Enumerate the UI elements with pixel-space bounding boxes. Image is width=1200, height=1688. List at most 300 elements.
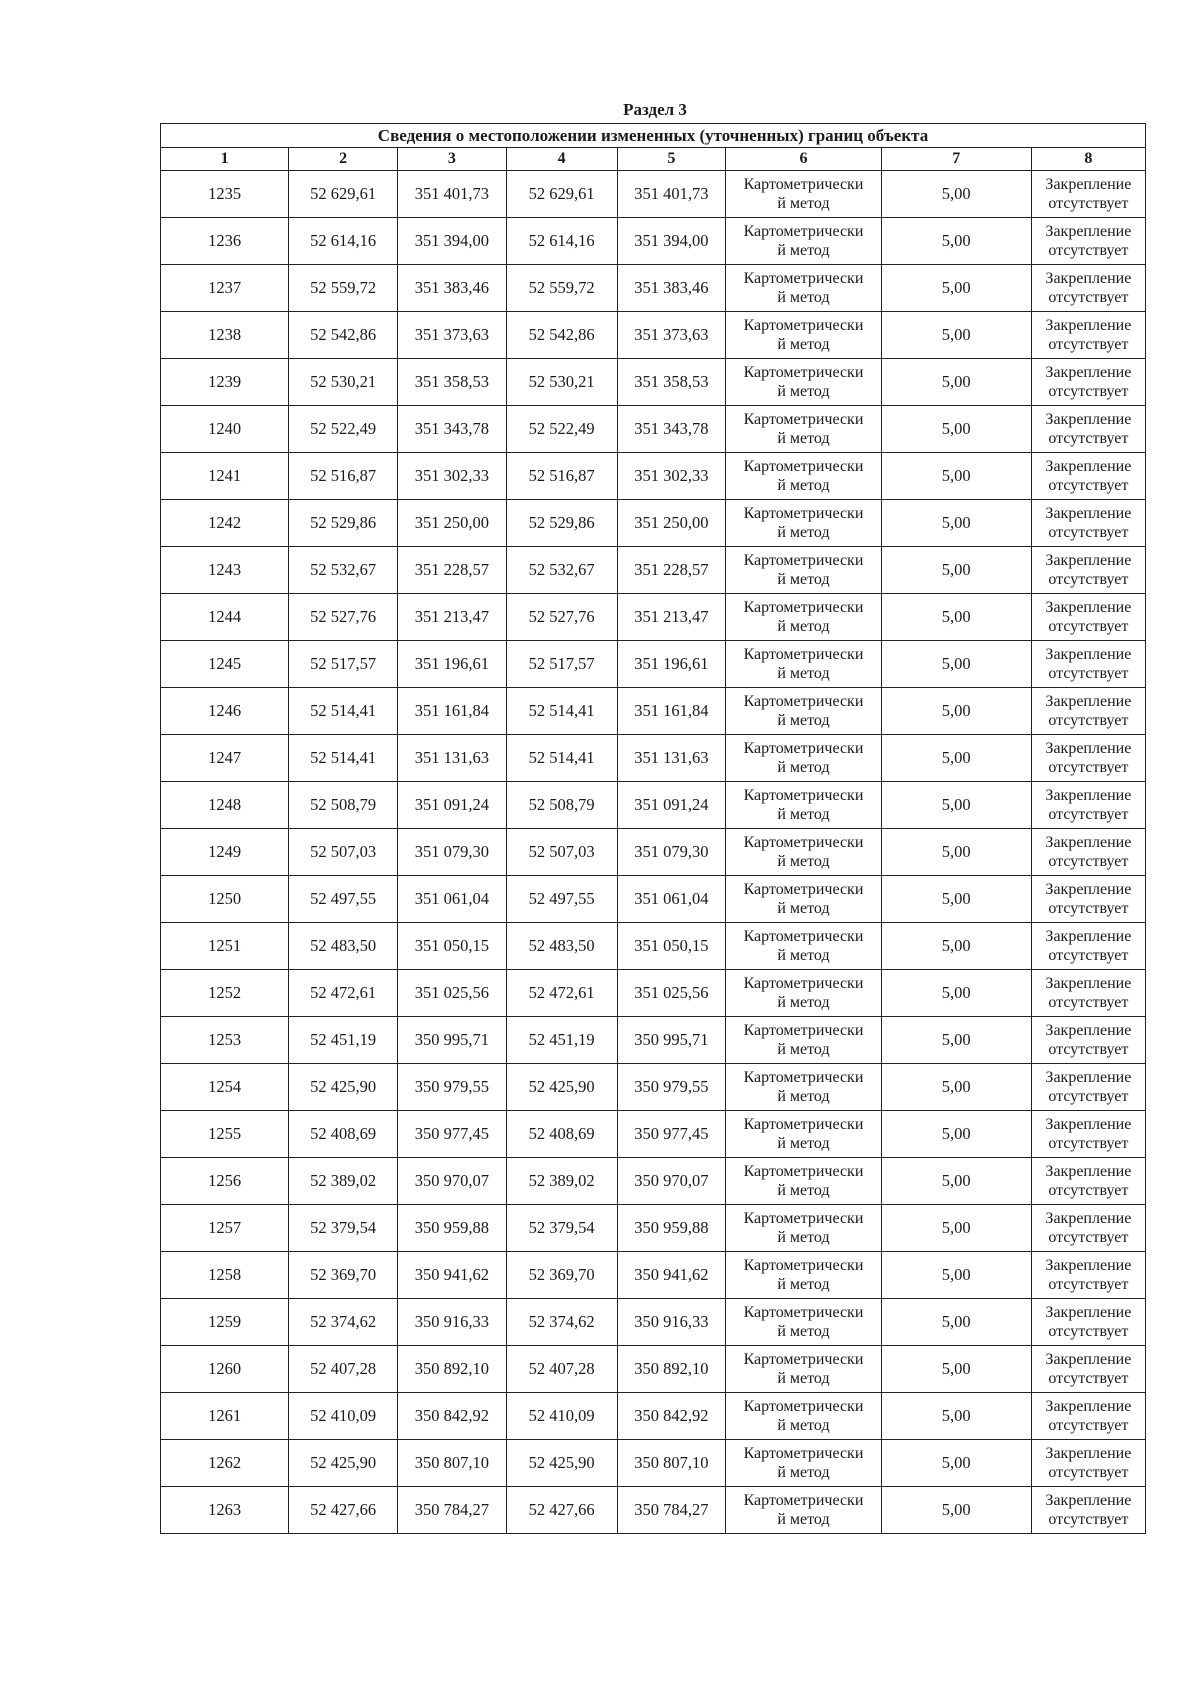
fixation-text: отсутствует	[1048, 1276, 1129, 1293]
method-text: Картометрически	[743, 317, 864, 334]
fixation-text: Закрепление	[1045, 1351, 1132, 1368]
x-new-cell: 52 379,54	[506, 1205, 617, 1252]
accuracy-cell: 5,00	[881, 500, 1031, 547]
method-text: й метод	[777, 242, 830, 259]
x-new-cell: 52 532,67	[506, 547, 617, 594]
y-new-cell: 350 959,88	[617, 1205, 726, 1252]
point-number-cell: 1245	[161, 641, 289, 688]
x-new-cell: 52 369,70	[506, 1252, 617, 1299]
fixation-cell	[1031, 641, 1145, 688]
y-new-cell: 350 892,10	[617, 1346, 726, 1393]
accuracy-cell: 5,00	[881, 312, 1031, 359]
y-new-cell: 351 131,63	[617, 735, 726, 782]
method-cell	[726, 1346, 881, 1393]
fixation-text: отсутствует	[1048, 1041, 1129, 1058]
method-cell	[726, 1440, 881, 1487]
method-cell	[726, 1158, 881, 1205]
fixation-text: отсутствует	[1048, 1370, 1129, 1387]
point-number-cell: 1237	[161, 265, 289, 312]
column-number: 6	[726, 148, 881, 171]
fixation-text: Закрепление	[1045, 646, 1132, 663]
accuracy-cell: 5,00	[881, 406, 1031, 453]
y-old-cell: 351 061,04	[397, 876, 506, 923]
y-old-cell: 351 373,63	[397, 312, 506, 359]
x-old-cell: 52 614,16	[289, 218, 398, 265]
method-text: й метод	[777, 430, 830, 447]
x-new-cell: 52 483,50	[506, 923, 617, 970]
fixation-text: отсутствует	[1048, 289, 1129, 306]
point-number-cell: 1238	[161, 312, 289, 359]
fixation-text: отсутствует	[1048, 853, 1129, 870]
method-text: й метод	[777, 900, 830, 917]
fixation-cell	[1031, 1487, 1145, 1534]
method-cell	[726, 829, 881, 876]
accuracy-cell: 5,00	[881, 1111, 1031, 1158]
fixation-text: Закрепление	[1045, 928, 1132, 945]
y-old-cell: 350 842,92	[397, 1393, 506, 1440]
point-number-cell: 1236	[161, 218, 289, 265]
table-row	[161, 1487, 1146, 1534]
method-cell	[726, 1064, 881, 1111]
x-old-cell: 52 542,86	[289, 312, 398, 359]
accuracy-cell: 5,00	[881, 265, 1031, 312]
fixation-text: Закрепление	[1045, 176, 1132, 193]
method-text: й метод	[777, 1182, 830, 1199]
method-cell	[726, 1017, 881, 1064]
method-text: Картометрически	[743, 1022, 864, 1039]
x-old-cell: 52 507,03	[289, 829, 398, 876]
column-number: 1	[161, 148, 289, 171]
method-text: Картометрически	[743, 693, 864, 710]
method-text: й метод	[777, 383, 830, 400]
fixation-cell	[1031, 923, 1145, 970]
y-old-cell: 350 892,10	[397, 1346, 506, 1393]
method-text: Картометрически	[743, 834, 864, 851]
y-new-cell: 350 784,27	[617, 1487, 726, 1534]
fixation-text: отсутствует	[1048, 195, 1129, 212]
y-new-cell: 351 161,84	[617, 688, 726, 735]
x-old-cell: 52 497,55	[289, 876, 398, 923]
point-number-cell: 1243	[161, 547, 289, 594]
table-row	[161, 1440, 1146, 1487]
method-cell	[726, 1487, 881, 1534]
method-cell	[726, 1111, 881, 1158]
x-old-cell: 52 522,49	[289, 406, 398, 453]
fixation-cell	[1031, 1111, 1145, 1158]
accuracy-cell: 5,00	[881, 1440, 1031, 1487]
fixation-text: отсутствует	[1048, 571, 1129, 588]
fixation-text: Закрепление	[1045, 411, 1132, 428]
point-number-cell: 1259	[161, 1299, 289, 1346]
table-row	[161, 265, 1146, 312]
x-old-cell: 52 559,72	[289, 265, 398, 312]
fixation-cell	[1031, 359, 1145, 406]
y-old-cell: 350 807,10	[397, 1440, 506, 1487]
method-text: Картометрически	[743, 223, 864, 240]
accuracy-cell: 5,00	[881, 1252, 1031, 1299]
fixation-text: отсутствует	[1048, 1323, 1129, 1340]
x-old-cell: 52 451,19	[289, 1017, 398, 1064]
x-new-cell: 52 629,61	[506, 171, 617, 218]
fixation-text: Закрепление	[1045, 552, 1132, 569]
method-text: Картометрически	[743, 505, 864, 522]
y-new-cell: 351 343,78	[617, 406, 726, 453]
point-number-cell: 1235	[161, 171, 289, 218]
point-number-cell: 1239	[161, 359, 289, 406]
y-new-cell: 351 196,61	[617, 641, 726, 688]
x-old-cell: 52 483,50	[289, 923, 398, 970]
x-old-cell: 52 425,90	[289, 1440, 398, 1487]
boundary-coordinates-table	[160, 123, 1146, 1534]
y-old-cell: 351 228,57	[397, 547, 506, 594]
y-old-cell: 351 196,61	[397, 641, 506, 688]
y-new-cell: 351 061,04	[617, 876, 726, 923]
table-row	[161, 688, 1146, 735]
y-old-cell: 350 784,27	[397, 1487, 506, 1534]
fixation-text: Закрепление	[1045, 1116, 1132, 1133]
table-caption-row	[161, 124, 1146, 148]
method-text: й метод	[777, 477, 830, 494]
y-old-cell: 351 343,78	[397, 406, 506, 453]
method-cell	[726, 453, 881, 500]
method-cell	[726, 359, 881, 406]
table-row	[161, 1017, 1146, 1064]
y-old-cell: 351 091,24	[397, 782, 506, 829]
fixation-cell	[1031, 312, 1145, 359]
fixation-text: отсутствует	[1048, 806, 1129, 823]
x-new-cell: 52 389,02	[506, 1158, 617, 1205]
method-cell	[726, 688, 881, 735]
y-old-cell: 351 358,53	[397, 359, 506, 406]
method-cell	[726, 500, 881, 547]
point-number-cell: 1246	[161, 688, 289, 735]
x-new-cell: 52 497,55	[506, 876, 617, 923]
y-new-cell: 351 079,30	[617, 829, 726, 876]
fixation-text: отсутствует	[1048, 618, 1129, 635]
method-text: й метод	[777, 1511, 830, 1528]
method-text: Картометрически	[743, 176, 864, 193]
fixation-text: отсутствует	[1048, 1464, 1129, 1481]
table-row	[161, 1252, 1146, 1299]
point-number-cell: 1256	[161, 1158, 289, 1205]
table-body	[161, 171, 1146, 1534]
point-number-cell: 1249	[161, 829, 289, 876]
y-old-cell: 351 302,33	[397, 453, 506, 500]
fixation-text: отсутствует	[1048, 759, 1129, 776]
method-text: й метод	[777, 994, 830, 1011]
method-text: Картометрически	[743, 411, 864, 428]
point-number-cell: 1262	[161, 1440, 289, 1487]
method-text: Картометрически	[743, 1445, 864, 1462]
fixation-text: отсутствует	[1048, 430, 1129, 447]
point-number-cell: 1250	[161, 876, 289, 923]
accuracy-cell: 5,00	[881, 453, 1031, 500]
y-new-cell: 351 383,46	[617, 265, 726, 312]
table-row	[161, 406, 1146, 453]
method-text: й метод	[777, 665, 830, 682]
point-number-cell: 1251	[161, 923, 289, 970]
table-row	[161, 970, 1146, 1017]
y-old-cell: 350 970,07	[397, 1158, 506, 1205]
x-new-cell: 52 530,21	[506, 359, 617, 406]
table-row	[161, 1205, 1146, 1252]
accuracy-cell: 5,00	[881, 1487, 1031, 1534]
y-new-cell: 351 050,15	[617, 923, 726, 970]
method-cell	[726, 970, 881, 1017]
method-text: й метод	[777, 1464, 830, 1481]
x-new-cell: 52 559,72	[506, 265, 617, 312]
y-new-cell: 351 373,63	[617, 312, 726, 359]
point-number-cell: 1261	[161, 1393, 289, 1440]
fixation-text: Закрепление	[1045, 1210, 1132, 1227]
method-text: й метод	[777, 1088, 830, 1105]
fixation-text: отсутствует	[1048, 1417, 1129, 1434]
fixation-text: Закрепление	[1045, 1257, 1132, 1274]
method-text: й метод	[777, 712, 830, 729]
method-text: й метод	[777, 524, 830, 541]
y-new-cell: 351 228,57	[617, 547, 726, 594]
fixation-text: Закрепление	[1045, 834, 1132, 851]
y-old-cell: 351 383,46	[397, 265, 506, 312]
accuracy-cell: 5,00	[881, 876, 1031, 923]
fixation-text: отсутствует	[1048, 900, 1129, 917]
method-text: й метод	[777, 195, 830, 212]
fixation-text: отсутствует	[1048, 1182, 1129, 1199]
point-number-cell: 1241	[161, 453, 289, 500]
fixation-cell	[1031, 265, 1145, 312]
table-row	[161, 829, 1146, 876]
method-cell	[726, 923, 881, 970]
x-new-cell: 52 514,41	[506, 688, 617, 735]
method-cell	[726, 594, 881, 641]
x-old-cell: 52 410,09	[289, 1393, 398, 1440]
y-new-cell: 351 358,53	[617, 359, 726, 406]
x-new-cell: 52 614,16	[506, 218, 617, 265]
method-text: Картометрически	[743, 364, 864, 381]
accuracy-cell: 5,00	[881, 641, 1031, 688]
y-old-cell: 351 050,15	[397, 923, 506, 970]
column-number: 8	[1031, 148, 1145, 171]
y-new-cell: 351 091,24	[617, 782, 726, 829]
x-old-cell: 52 517,57	[289, 641, 398, 688]
x-old-cell: 52 629,61	[289, 171, 398, 218]
fixation-text: Закрепление	[1045, 364, 1132, 381]
point-number-cell: 1257	[161, 1205, 289, 1252]
table-row	[161, 782, 1146, 829]
x-new-cell: 52 517,57	[506, 641, 617, 688]
y-old-cell: 351 401,73	[397, 171, 506, 218]
x-old-cell: 52 514,41	[289, 735, 398, 782]
fixation-cell	[1031, 1252, 1145, 1299]
method-text: Картометрически	[743, 928, 864, 945]
method-text: Картометрически	[743, 787, 864, 804]
point-number-cell: 1253	[161, 1017, 289, 1064]
fixation-cell	[1031, 594, 1145, 641]
column-number: 3	[397, 148, 506, 171]
x-new-cell: 52 472,61	[506, 970, 617, 1017]
fixation-cell	[1031, 829, 1145, 876]
fixation-cell	[1031, 1393, 1145, 1440]
table-row	[161, 218, 1146, 265]
method-text: Картометрически	[743, 599, 864, 616]
method-text: Картометрически	[743, 646, 864, 663]
fixation-cell	[1031, 688, 1145, 735]
point-number-cell: 1252	[161, 970, 289, 1017]
fixation-text: отсутствует	[1048, 524, 1129, 541]
method-text: й метод	[777, 1041, 830, 1058]
y-new-cell: 351 213,47	[617, 594, 726, 641]
table-row	[161, 1299, 1146, 1346]
x-old-cell: 52 407,28	[289, 1346, 398, 1393]
table-row	[161, 923, 1146, 970]
fixation-text: отсутствует	[1048, 947, 1129, 964]
x-new-cell: 52 451,19	[506, 1017, 617, 1064]
table-row	[161, 1064, 1146, 1111]
method-text: й метод	[777, 806, 830, 823]
x-old-cell: 52 508,79	[289, 782, 398, 829]
x-old-cell: 52 389,02	[289, 1158, 398, 1205]
method-text: й метод	[777, 759, 830, 776]
fixation-text: Закрепление	[1045, 1304, 1132, 1321]
x-new-cell: 52 407,28	[506, 1346, 617, 1393]
table-row	[161, 359, 1146, 406]
fixation-cell	[1031, 735, 1145, 782]
fixation-text: отсутствует	[1048, 1088, 1129, 1105]
method-cell	[726, 876, 881, 923]
point-number-cell: 1248	[161, 782, 289, 829]
column-number: 4	[506, 148, 617, 171]
fixation-text: Закрепление	[1045, 1022, 1132, 1039]
y-old-cell: 350 995,71	[397, 1017, 506, 1064]
method-text: Картометрически	[743, 1069, 864, 1086]
x-old-cell: 52 516,87	[289, 453, 398, 500]
method-cell	[726, 406, 881, 453]
fixation-text: отсутствует	[1048, 1511, 1129, 1528]
y-new-cell: 350 979,55	[617, 1064, 726, 1111]
fixation-text: отсутствует	[1048, 477, 1129, 494]
fixation-text: Закрепление	[1045, 693, 1132, 710]
accuracy-cell: 5,00	[881, 923, 1031, 970]
fixation-text: Закрепление	[1045, 458, 1132, 475]
method-cell	[726, 218, 881, 265]
fixation-text: Закрепление	[1045, 1163, 1132, 1180]
method-text: Картометрически	[743, 1257, 864, 1274]
y-new-cell: 351 025,56	[617, 970, 726, 1017]
method-text: Картометрически	[743, 975, 864, 992]
x-old-cell: 52 527,76	[289, 594, 398, 641]
fixation-text: отсутствует	[1048, 1229, 1129, 1246]
method-text: й метод	[777, 1370, 830, 1387]
table-row	[161, 500, 1146, 547]
accuracy-cell: 5,00	[881, 1064, 1031, 1111]
x-new-cell: 52 410,09	[506, 1393, 617, 1440]
fixation-cell	[1031, 1440, 1145, 1487]
fixation-cell	[1031, 1299, 1145, 1346]
method-text: й метод	[777, 1229, 830, 1246]
x-old-cell: 52 379,54	[289, 1205, 398, 1252]
x-new-cell: 52 542,86	[506, 312, 617, 359]
table-row	[161, 876, 1146, 923]
x-new-cell: 52 507,03	[506, 829, 617, 876]
method-text: Картометрически	[743, 552, 864, 569]
x-old-cell: 52 427,66	[289, 1487, 398, 1534]
y-new-cell: 351 394,00	[617, 218, 726, 265]
table-caption: Сведения о местоположении измененных (уточненных) границ объекта	[161, 124, 1146, 148]
method-text: Картометрически	[743, 1304, 864, 1321]
method-cell	[726, 547, 881, 594]
method-cell	[726, 1393, 881, 1440]
fixation-text: отсутствует	[1048, 712, 1129, 729]
y-old-cell: 350 979,55	[397, 1064, 506, 1111]
fixation-cell	[1031, 500, 1145, 547]
fixation-cell	[1031, 1346, 1145, 1393]
accuracy-cell: 5,00	[881, 171, 1031, 218]
x-new-cell: 52 529,86	[506, 500, 617, 547]
table-row	[161, 1158, 1146, 1205]
fixation-text: Закрепление	[1045, 975, 1132, 992]
fixation-cell	[1031, 1205, 1145, 1252]
accuracy-cell: 5,00	[881, 218, 1031, 265]
point-number-cell: 1255	[161, 1111, 289, 1158]
method-text: Картометрически	[743, 270, 864, 287]
fixation-text: отсутствует	[1048, 665, 1129, 682]
accuracy-cell: 5,00	[881, 359, 1031, 406]
fixation-cell	[1031, 406, 1145, 453]
method-cell	[726, 265, 881, 312]
y-old-cell: 351 161,84	[397, 688, 506, 735]
fixation-text: отсутствует	[1048, 242, 1129, 259]
method-text: й метод	[777, 618, 830, 635]
point-number-cell: 1244	[161, 594, 289, 641]
x-old-cell: 52 374,62	[289, 1299, 398, 1346]
y-new-cell: 350 941,62	[617, 1252, 726, 1299]
fixation-cell	[1031, 218, 1145, 265]
y-old-cell: 351 213,47	[397, 594, 506, 641]
y-old-cell: 350 941,62	[397, 1252, 506, 1299]
fixation-cell	[1031, 547, 1145, 594]
method-cell	[726, 171, 881, 218]
y-new-cell: 350 970,07	[617, 1158, 726, 1205]
table-row	[161, 312, 1146, 359]
method-cell	[726, 1252, 881, 1299]
x-new-cell: 52 374,62	[506, 1299, 617, 1346]
fixation-cell	[1031, 876, 1145, 923]
x-new-cell: 52 522,49	[506, 406, 617, 453]
fixation-text: отсутствует	[1048, 1135, 1129, 1152]
method-cell	[726, 782, 881, 829]
y-old-cell: 351 131,63	[397, 735, 506, 782]
y-old-cell: 350 977,45	[397, 1111, 506, 1158]
accuracy-cell: 5,00	[881, 1158, 1031, 1205]
y-old-cell: 351 025,56	[397, 970, 506, 1017]
method-text: й метод	[777, 336, 830, 353]
y-old-cell: 351 079,30	[397, 829, 506, 876]
x-new-cell: 52 408,69	[506, 1111, 617, 1158]
accuracy-cell: 5,00	[881, 735, 1031, 782]
method-text: й метод	[777, 289, 830, 306]
fixation-cell	[1031, 453, 1145, 500]
y-old-cell: 351 250,00	[397, 500, 506, 547]
x-old-cell: 52 408,69	[289, 1111, 398, 1158]
fixation-cell	[1031, 970, 1145, 1017]
column-number: 5	[617, 148, 726, 171]
y-old-cell: 350 916,33	[397, 1299, 506, 1346]
point-number-cell: 1260	[161, 1346, 289, 1393]
fixation-text: отсутствует	[1048, 994, 1129, 1011]
accuracy-cell: 5,00	[881, 1205, 1031, 1252]
table-row	[161, 1111, 1146, 1158]
fixation-text: Закрепление	[1045, 1398, 1132, 1415]
